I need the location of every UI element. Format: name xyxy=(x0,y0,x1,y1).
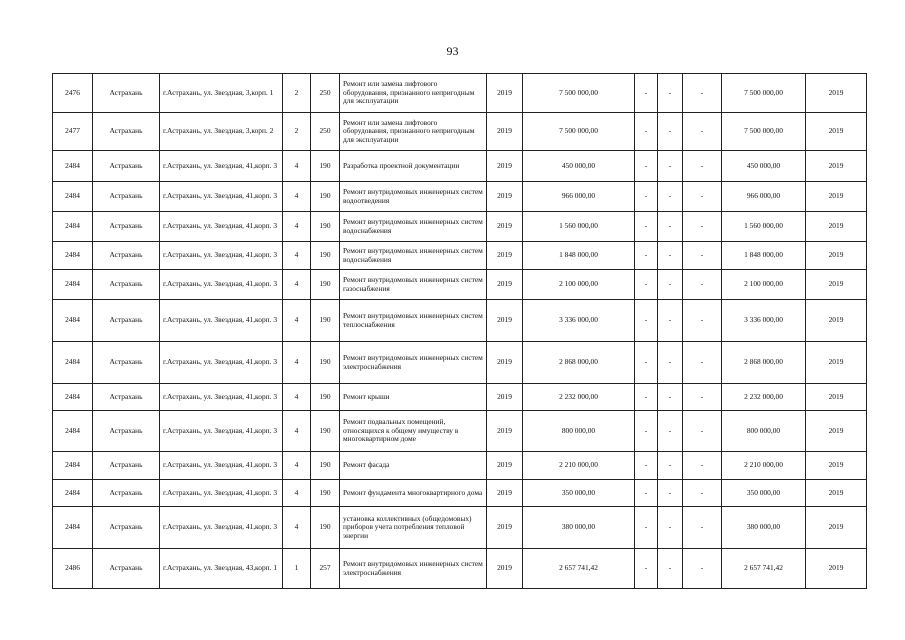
row-id: 2484 xyxy=(53,384,93,411)
dash-cell: - xyxy=(635,480,658,507)
apartments-cell: 257 xyxy=(311,549,340,589)
dash-cell: - xyxy=(683,242,722,270)
year-cell: 2019 xyxy=(487,300,523,342)
address-cell: г.Астрахань, ул. Звездная, 41,корп. 3 xyxy=(160,270,283,300)
dash-cell: - xyxy=(635,242,658,270)
dash-cell: - xyxy=(658,270,683,300)
address-cell: г.Астрахань, ул. Звездная, 3,корп. 2 xyxy=(160,113,283,151)
dash-cell: - xyxy=(683,507,722,549)
floors-cell: 4 xyxy=(283,452,311,480)
table-row xyxy=(53,151,867,182)
table-row xyxy=(53,411,867,452)
total-cell: 2 232 000,00 xyxy=(722,384,806,411)
floors-cell: 4 xyxy=(283,384,311,411)
work-type-cell: Ремонт внутридомовых инженерных систем газоснабжения xyxy=(340,270,487,300)
table-row xyxy=(53,212,867,242)
dash-cell: - xyxy=(658,151,683,182)
cost-cell: 3 336 000,00 xyxy=(523,300,635,342)
dash-cell: - xyxy=(658,480,683,507)
apartments-cell: 190 xyxy=(311,411,340,452)
apartments-cell: 190 xyxy=(311,242,340,270)
dash-cell: - xyxy=(635,452,658,480)
dash-cell: - xyxy=(635,342,658,384)
address-cell: г.Астрахань, ул. Звездная, 41,корп. 3 xyxy=(160,242,283,270)
apartments-cell: 190 xyxy=(311,480,340,507)
year-end-cell: 2019 xyxy=(806,212,867,242)
address-cell: г.Астрахань, ул. Звездная, 43,корп. 1 xyxy=(160,549,283,589)
dash-cell: - xyxy=(635,212,658,242)
apartments-cell: 190 xyxy=(311,270,340,300)
apartments-cell: 190 xyxy=(311,452,340,480)
work-type-cell: установка коллективных (общедомовых) приборов учета потребления тепловой энергии xyxy=(340,507,487,549)
city-cell: Астрахань xyxy=(93,182,160,212)
address-cell: г.Астрахань, ул. Звездная, 41,корп. 3 xyxy=(160,182,283,212)
year-cell: 2019 xyxy=(487,270,523,300)
table-body xyxy=(53,74,867,589)
table-row xyxy=(53,452,867,480)
work-type-cell: Ремонт подвальных помещений, относящихся к общему имуществу в многоквартирном доме xyxy=(340,411,487,452)
dash-cell: - xyxy=(658,342,683,384)
address-cell: г.Астрахань, ул. Звездная, 41,корп. 3 xyxy=(160,300,283,342)
row-id: 2477 xyxy=(53,113,93,151)
total-cell: 380 000,00 xyxy=(722,507,806,549)
dash-cell: - xyxy=(635,300,658,342)
dash-cell: - xyxy=(635,270,658,300)
work-type-cell: Ремонт внутридомовых инженерных систем водоотведения xyxy=(340,182,487,212)
year-end-cell: 2019 xyxy=(806,384,867,411)
cost-cell: 2 210 000,00 xyxy=(523,452,635,480)
year-end-cell: 2019 xyxy=(806,300,867,342)
row-id: 2484 xyxy=(53,452,93,480)
table-row xyxy=(53,549,867,589)
year-end-cell: 2019 xyxy=(806,549,867,589)
dash-cell: - xyxy=(635,507,658,549)
dash-cell: - xyxy=(635,384,658,411)
apartments-cell: 190 xyxy=(311,212,340,242)
address-cell: г.Астрахань, ул. Звездная, 41,корп. 3 xyxy=(160,212,283,242)
work-type-cell: Ремонт фасада xyxy=(340,452,487,480)
city-cell: Астрахань xyxy=(93,411,160,452)
dash-cell: - xyxy=(683,342,722,384)
dash-cell: - xyxy=(658,212,683,242)
floors-cell: 4 xyxy=(283,300,311,342)
row-id: 2484 xyxy=(53,270,93,300)
cost-cell: 1 560 000,00 xyxy=(523,212,635,242)
city-cell: Астрахань xyxy=(93,507,160,549)
work-type-cell: Ремонт внутридомовых инженерных систем электроснабжения xyxy=(340,342,487,384)
city-cell: Астрахань xyxy=(93,384,160,411)
year-end-cell: 2019 xyxy=(806,151,867,182)
year-cell: 2019 xyxy=(487,452,523,480)
cost-cell: 7 500 000,00 xyxy=(523,113,635,151)
city-cell: Астрахань xyxy=(93,300,160,342)
work-type-cell: Ремонт внутридомовых инженерных систем водоснабжения xyxy=(340,242,487,270)
row-id: 2484 xyxy=(53,300,93,342)
row-id: 2484 xyxy=(53,342,93,384)
year-end-cell: 2019 xyxy=(806,113,867,151)
city-cell: Астрахань xyxy=(93,342,160,384)
table-row xyxy=(53,270,867,300)
table-row xyxy=(53,74,867,113)
total-cell: 7 500 000,00 xyxy=(722,113,806,151)
city-cell: Астрахань xyxy=(93,242,160,270)
row-id: 2484 xyxy=(53,182,93,212)
city-cell: Астрахань xyxy=(93,74,160,113)
dash-cell: - xyxy=(635,411,658,452)
year-cell: 2019 xyxy=(487,212,523,242)
total-cell: 800 000,00 xyxy=(722,411,806,452)
table-row xyxy=(53,113,867,151)
dash-cell: - xyxy=(658,411,683,452)
year-cell: 2019 xyxy=(487,242,523,270)
city-cell: Астрахань xyxy=(93,151,160,182)
cost-cell: 966 000,00 xyxy=(523,182,635,212)
row-id: 2484 xyxy=(53,507,93,549)
table-row xyxy=(53,384,867,411)
apartments-cell: 190 xyxy=(311,182,340,212)
floors-cell: 2 xyxy=(283,113,311,151)
apartments-cell: 250 xyxy=(311,74,340,113)
address-cell: г.Астрахань, ул. Звездная, 41,корп. 3 xyxy=(160,480,283,507)
table-row xyxy=(53,342,867,384)
city-cell: Астрахань xyxy=(93,480,160,507)
floors-cell: 4 xyxy=(283,151,311,182)
year-cell: 2019 xyxy=(487,151,523,182)
table-row xyxy=(53,242,867,270)
floors-cell: 4 xyxy=(283,480,311,507)
row-id: 2484 xyxy=(53,480,93,507)
total-cell: 2 657 741,42 xyxy=(722,549,806,589)
work-type-cell: Ремонт крыши xyxy=(340,384,487,411)
total-cell: 2 210 000,00 xyxy=(722,452,806,480)
dash-cell: - xyxy=(683,384,722,411)
city-cell: Астрахань xyxy=(93,270,160,300)
dash-cell: - xyxy=(683,151,722,182)
row-id: 2484 xyxy=(53,411,93,452)
dash-cell: - xyxy=(635,151,658,182)
cost-cell: 800 000,00 xyxy=(523,411,635,452)
dash-cell: - xyxy=(658,452,683,480)
dash-cell: - xyxy=(683,549,722,589)
dash-cell: - xyxy=(683,411,722,452)
dash-cell: - xyxy=(683,182,722,212)
table-row xyxy=(53,507,867,549)
dash-cell: - xyxy=(635,113,658,151)
cost-cell: 7 500 000,00 xyxy=(523,74,635,113)
work-type-cell: Разработка проектной документации xyxy=(340,151,487,182)
row-id: 2476 xyxy=(53,74,93,113)
year-cell: 2019 xyxy=(487,507,523,549)
city-cell: Астрахань xyxy=(93,212,160,242)
year-end-cell: 2019 xyxy=(806,270,867,300)
apartments-cell: 190 xyxy=(311,384,340,411)
apartments-cell: 190 xyxy=(311,507,340,549)
cost-cell: 2 657 741,42 xyxy=(523,549,635,589)
apartments-cell: 190 xyxy=(311,151,340,182)
cost-cell: 380 000,00 xyxy=(523,507,635,549)
total-cell: 3 336 000,00 xyxy=(722,300,806,342)
floors-cell: 4 xyxy=(283,507,311,549)
year-cell: 2019 xyxy=(487,342,523,384)
cost-cell: 2 100 000,00 xyxy=(523,270,635,300)
address-cell: г.Астрахань, ул. Звездная, 41,корп. 3 xyxy=(160,411,283,452)
dash-cell: - xyxy=(683,480,722,507)
year-end-cell: 2019 xyxy=(806,342,867,384)
address-cell: г.Астрахань, ул. Звездная, 41,корп. 3 xyxy=(160,151,283,182)
apartments-cell: 190 xyxy=(311,342,340,384)
work-type-cell: Ремонт внутридомовых инженерных систем теплоснабжения xyxy=(340,300,487,342)
work-type-cell: Ремонт или замена лифтового оборудования, признанного непригодным для эксплуатации xyxy=(340,74,487,113)
dash-cell: - xyxy=(635,549,658,589)
floors-cell: 4 xyxy=(283,270,311,300)
floors-cell: 4 xyxy=(283,212,311,242)
year-end-cell: 2019 xyxy=(806,182,867,212)
dash-cell: - xyxy=(683,270,722,300)
year-end-cell: 2019 xyxy=(806,452,867,480)
cost-cell: 1 848 000,00 xyxy=(523,242,635,270)
year-cell: 2019 xyxy=(487,480,523,507)
floors-cell: 2 xyxy=(283,74,311,113)
row-id: 2484 xyxy=(53,212,93,242)
capital-repair-table xyxy=(52,73,867,589)
floors-cell: 4 xyxy=(283,182,311,212)
year-end-cell: 2019 xyxy=(806,507,867,549)
total-cell: 450 000,00 xyxy=(722,151,806,182)
year-cell: 2019 xyxy=(487,74,523,113)
dash-cell: - xyxy=(658,113,683,151)
dash-cell: - xyxy=(658,300,683,342)
dash-cell: - xyxy=(658,182,683,212)
table-row xyxy=(53,480,867,507)
dash-cell: - xyxy=(635,182,658,212)
year-cell: 2019 xyxy=(487,411,523,452)
year-end-cell: 2019 xyxy=(806,242,867,270)
dash-cell: - xyxy=(683,74,722,113)
total-cell: 1 848 000,00 xyxy=(722,242,806,270)
dash-cell: - xyxy=(658,549,683,589)
year-cell: 2019 xyxy=(487,549,523,589)
address-cell: г.Астрахань, ул. Звездная, 41,корп. 3 xyxy=(160,342,283,384)
address-cell: г.Астрахань, ул. Звездная, 3,корп. 1 xyxy=(160,74,283,113)
work-type-cell: Ремонт внутридомовых инженерных систем водоснабжения xyxy=(340,212,487,242)
year-end-cell: 2019 xyxy=(806,411,867,452)
table-row xyxy=(53,182,867,212)
dash-cell: - xyxy=(658,384,683,411)
year-cell: 2019 xyxy=(487,384,523,411)
page-number: 93 xyxy=(446,44,459,58)
work-type-cell: Ремонт или замена лифтового оборудования, признанного непригодным для эксплуатации xyxy=(340,113,487,151)
year-end-cell: 2019 xyxy=(806,74,867,113)
address-cell: г.Астрахань, ул. Звездная, 41,корп. 3 xyxy=(160,384,283,411)
dash-cell: - xyxy=(635,74,658,113)
total-cell: 7 500 000,00 xyxy=(722,74,806,113)
total-cell: 1 560 000,00 xyxy=(722,212,806,242)
city-cell: Астрахань xyxy=(93,452,160,480)
cost-cell: 2 232 000,00 xyxy=(523,384,635,411)
total-cell: 2 868 000,00 xyxy=(722,342,806,384)
total-cell: 2 100 000,00 xyxy=(722,270,806,300)
work-type-cell: Ремонт фундамента многоквартирного дома xyxy=(340,480,487,507)
row-id: 2484 xyxy=(53,242,93,270)
floors-cell: 4 xyxy=(283,242,311,270)
row-id: 2486 xyxy=(53,549,93,589)
address-cell: г.Астрахань, ул. Звездная, 41,корп. 3 xyxy=(160,452,283,480)
dash-cell: - xyxy=(658,507,683,549)
apartments-cell: 250 xyxy=(311,113,340,151)
dash-cell: - xyxy=(683,212,722,242)
year-cell: 2019 xyxy=(487,113,523,151)
work-type-cell: Ремонт внутридомовых инженерных систем электроснабжения xyxy=(340,549,487,589)
year-end-cell: 2019 xyxy=(806,480,867,507)
floors-cell: 4 xyxy=(283,342,311,384)
dash-cell: - xyxy=(658,74,683,113)
dash-cell: - xyxy=(658,242,683,270)
dash-cell: - xyxy=(683,452,722,480)
apartments-cell: 190 xyxy=(311,300,340,342)
table-row xyxy=(53,300,867,342)
dash-cell: - xyxy=(683,300,722,342)
dash-cell: - xyxy=(683,113,722,151)
cost-cell: 450 000,00 xyxy=(523,151,635,182)
address-cell: г.Астрахань, ул. Звездная, 41,корп. 3 xyxy=(160,507,283,549)
cost-cell: 350 000,00 xyxy=(523,480,635,507)
floors-cell: 4 xyxy=(283,411,311,452)
cost-cell: 2 868 000,00 xyxy=(523,342,635,384)
total-cell: 966 000,00 xyxy=(722,182,806,212)
floors-cell: 1 xyxy=(283,549,311,589)
total-cell: 350 000,00 xyxy=(722,480,806,507)
year-cell: 2019 xyxy=(487,182,523,212)
city-cell: Астрахань xyxy=(93,113,160,151)
city-cell: Астрахань xyxy=(93,549,160,589)
row-id: 2484 xyxy=(53,151,93,182)
